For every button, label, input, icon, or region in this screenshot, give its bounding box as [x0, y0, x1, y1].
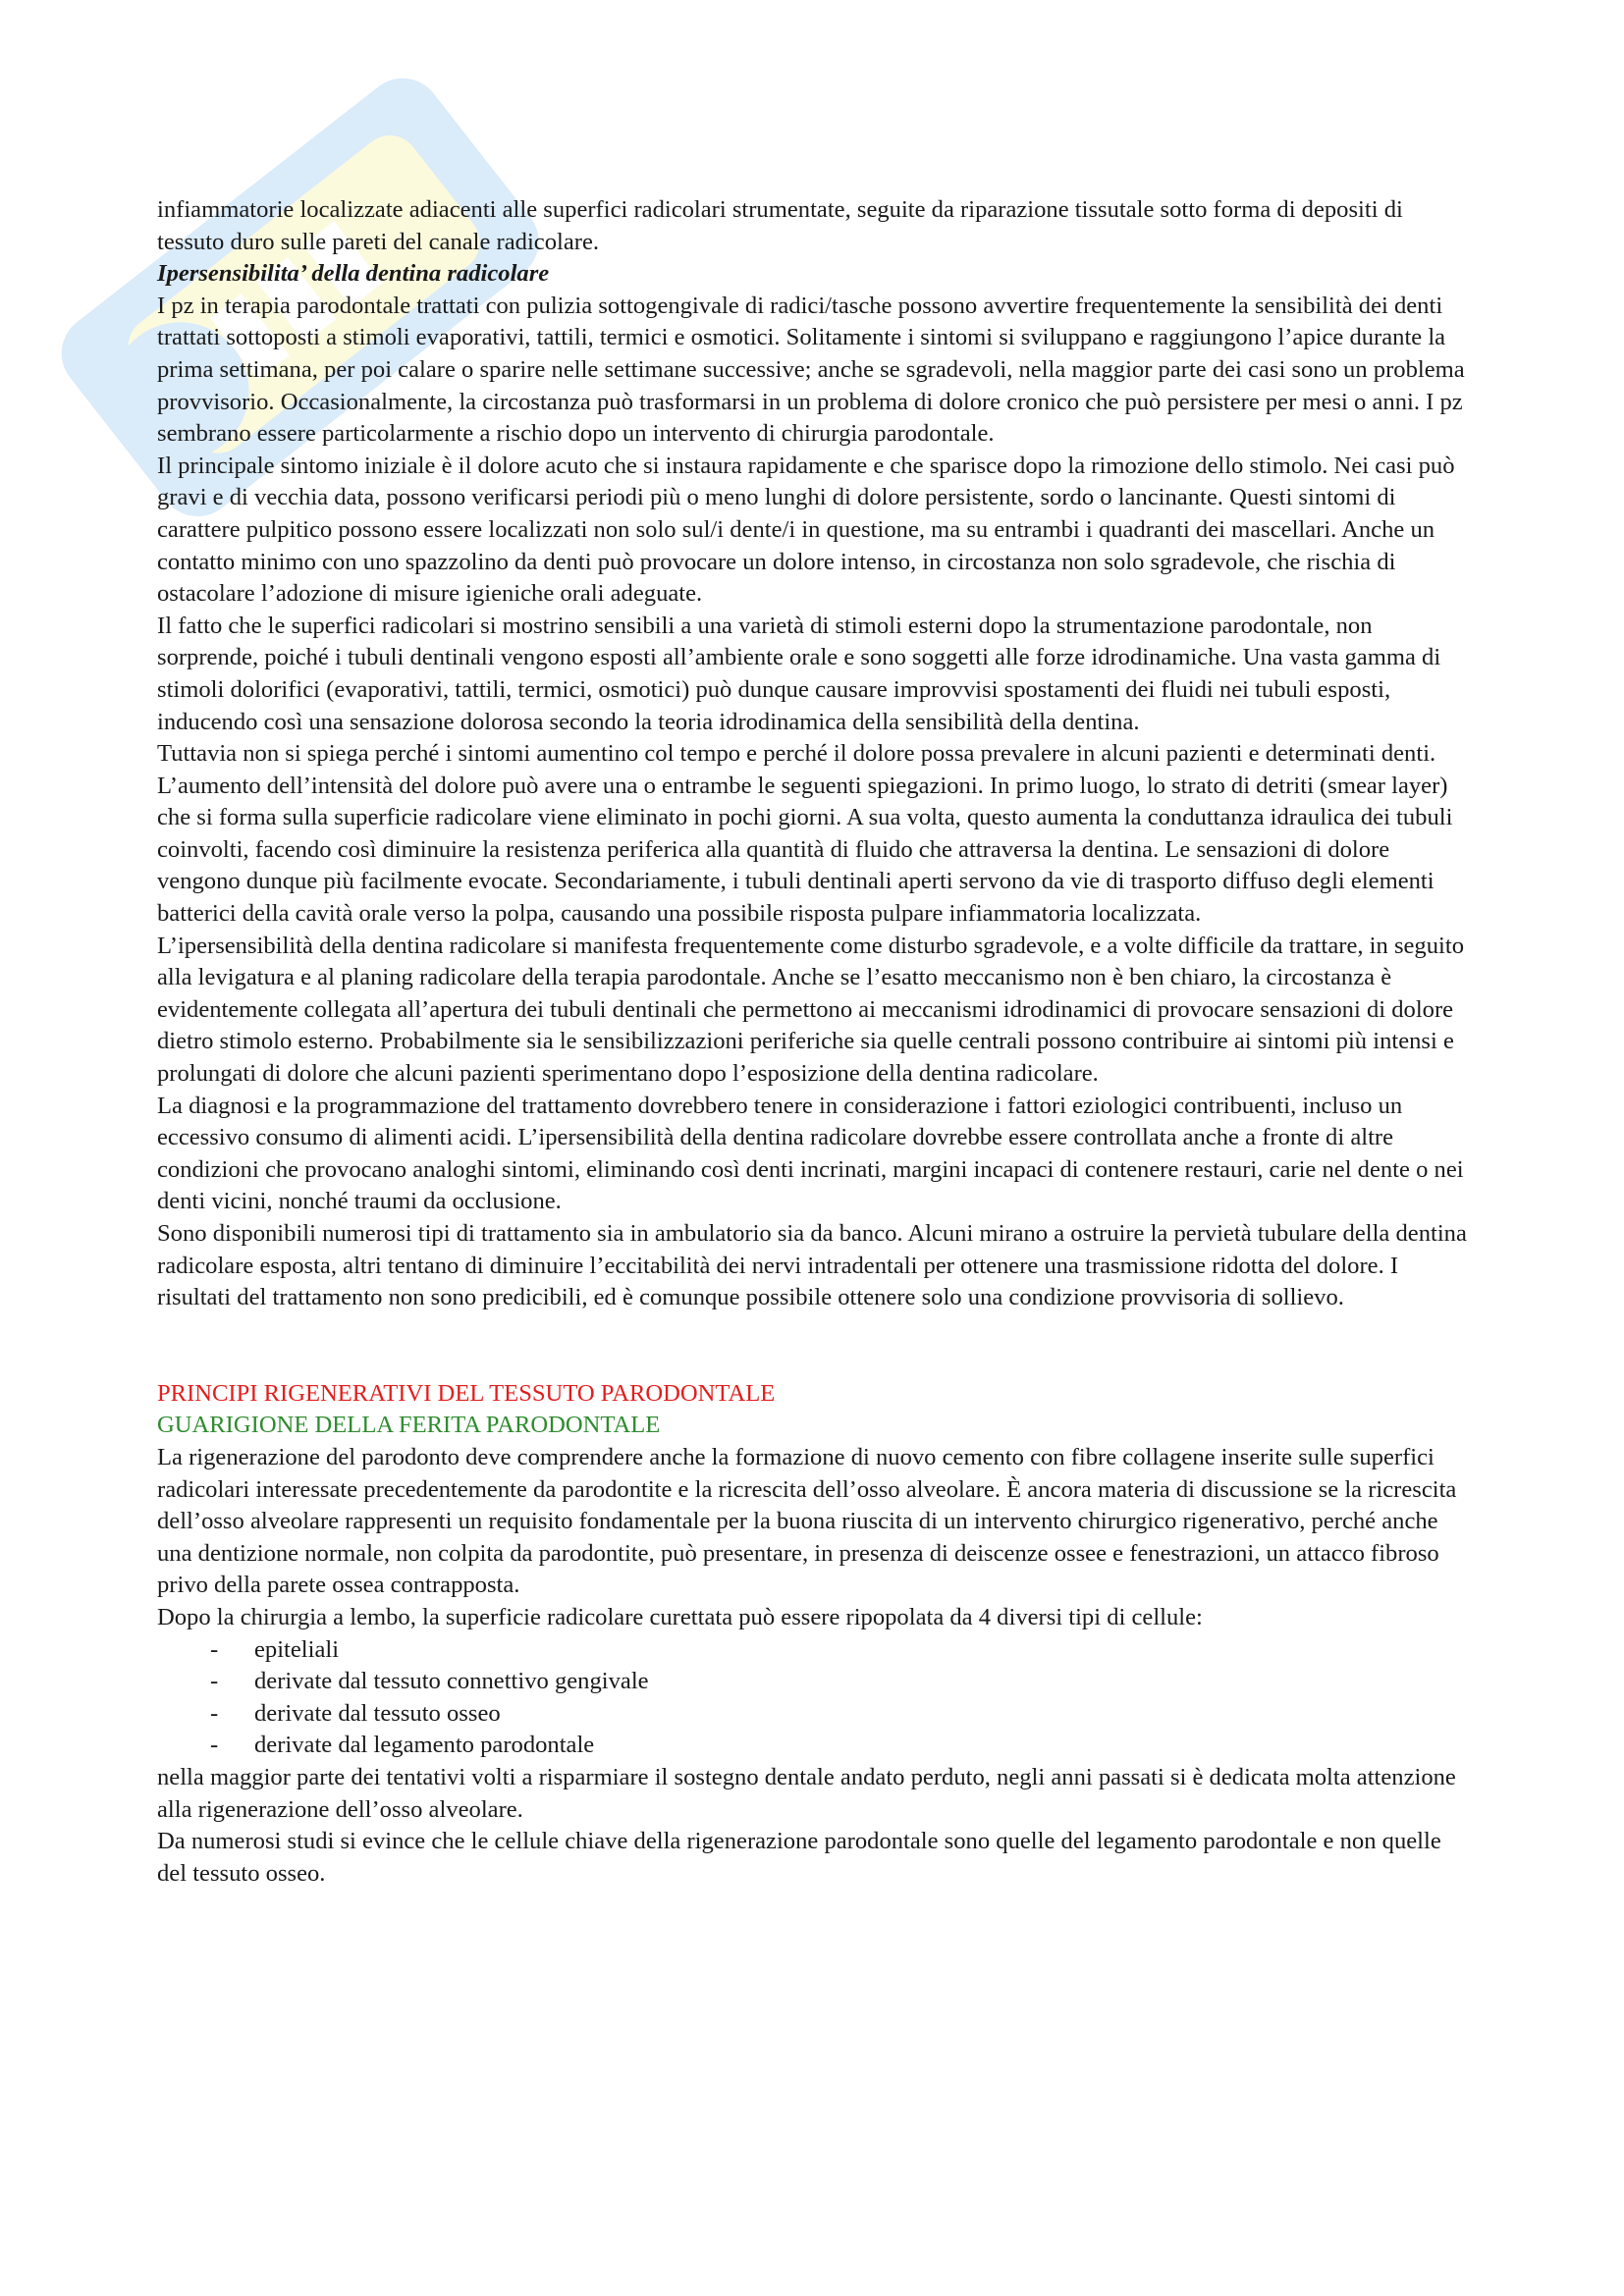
- section-title: PRINCIPI RIGENERATIVI DEL TESSUTO PARODONTALE: [157, 1379, 776, 1407]
- document-page: [157, 194, 1473, 1890]
- list-item: - derivate dal tessuto connettivo gengivale: [210, 1666, 1473, 1698]
- body-paragraph: Da numerosi studi si evince che le cellule chiave della rigenerazione parodontale sono quelle del legamento parodontale e non quelle del tessuto osseo.: [157, 1828, 1441, 1887]
- body-paragraph: Il principale sintomo iniziale è il dolore acuto che si instaura rapidamente e che sparisce dopo la rimozione dello stimolo. Nei casi può gravi e di vecchia data, possono verificarsi periodi più o meno lunghi di dolore persistente, sordo o lancinante. Questi sintomi di carattere pulpitico possono essere localizzati non solo sul/i dente/i in questione, ma su entrambi i quadranti dei mascellari. Anche un contatto minimo con uno spazzolino da denti può provocare un dolore intenso, in circostanza non solo sgradevole, che rischia di ostacolare l’adozione di misure igieniche orali adeguate.: [157, 452, 1455, 608]
- list-item: - derivate dal legamento parodontale: [210, 1730, 1473, 1762]
- body-paragraph: Il fatto che le superfici radicolari si mostrino sensibili a una varietà di stimoli esterni dopo la strumentazione parodontale, non sorprende, poiché i tubuli dentinali vengono esposti all’ambiente orale e sono soggetti alle forze idrodinamiche. Una vasta gamma di stimoli dolorifici (evaporativi, tattili, termici, osmotici) può dunque causare improvvisi spostamenti dei fluidi nei tubuli esposti, inducendo così una sensazione dolorosa secondo la teoria idrodinamica della sensibilità della dentina.: [157, 612, 1441, 735]
- body-paragraph: Dopo la chirurgia a lembo, la superficie radicolare curettata può essere ripopolata da 4 diversi tipi di cellule:: [157, 1603, 1203, 1630]
- body-paragraph: L’ipersensibilità della dentina radicolare si manifesta frequentemente come disturbo sgradevole, e a volte difficile da trattare, in seguito alla levigatura e al planing radicolare della terapia parodontale. Anche se l’esatto meccanismo non è ben chiaro, la circostanza è evidentemente collegata all’apertura dei tubuli dentinali che permettono ai meccanismi idrodinamici di provocare sensazioni di dolore dietro stimolo esterno. Probabilmente sia le sensibilizzazioni periferiche sia quelle centrali possono contribuire ai sintomi più intensi e prolungati di dolore che alcuni pazienti sperimentano dopo l’esposizione della dentina radicolare.: [157, 932, 1464, 1088]
- section-spacer: [157, 1314, 1473, 1378]
- list-item: - derivate dal tessuto osseo: [210, 1698, 1473, 1731]
- body-paragraph: I pz in terapia parodontale trattati con pulizia sottogengivale di radici/tasche possono avvertire frequentemente la sensibilità dei denti trattati sottoposti a stimoli evaporativi, tattili, termici e osmotici. Solitamente i sintomi si sviluppano e raggiungono l’apice durante la prima settimana, per poi calare o sparire nelle settimane successive; anche se sgradevoli, nella maggior parte dei casi sono un problema provvisorio. Occasionalmente, la circostanza può trasformarsi in un problema di dolore cronico che può persistere per mesi o anni. I pz sembrano essere particolarmente a rischio dopo un intervento di chirurgia parodontale.: [157, 292, 1465, 448]
- intro-continuation: infiammatorie localizzate adiacenti alle superfici radicolari strumentate, seguite da riparazione tissutale sotto forma di depositi di tessuto duro sulle pareti del canale radicolare.: [157, 196, 1403, 255]
- body-paragraph: La rigenerazione del parodonto deve comprendere anche la formazione di nuovo cemento con fibre collagene inserite sulle superfici radicolari interessate precedentemente da parodontite e la ricrescita dell’osso alveolare. È ancora materia di discussione se la ricrescita dell’osso alveolare rappresenti un requisito fondamentale per la buona riuscita di un intervento chirurgico rigenerativo, perché anche una dentizione normale, non colpita da parodontite, può presentare, in presenza di deiscenze ossee e fenestrazioni, un attacco fibroso privo della parete ossea contrapposta.: [157, 1443, 1457, 1599]
- body-paragraph: La diagnosi e la programmazione del trattamento dovrebbero tenere in considerazione i fattori eziologici contribuenti, incluso un eccessivo consumo di alimenti acidi. L’ipersensibilità della dentina radicolare dovrebbe essere controllata anche a fronte di altre condizioni che provocano analoghi sintomi, eliminando così denti incrinati, margini incapaci di contenere restauri, carie nel dente o nei denti vicini, nonché traumi da occlusione.: [157, 1092, 1464, 1215]
- section-subtitle: GUARIGIONE DELLA FERITA PARODONTALE: [157, 1412, 661, 1439]
- hypersensitivity-heading: Ipersensibilita’ della dentina radicolare: [157, 260, 550, 288]
- body-paragraph: Sono disponibili numerosi tipi di trattamento sia in ambulatorio sia da banco. Alcuni mirano a ostruire la pervietà tubulare della dentina radicolare esposta, altri tentano di diminuire l’eccitabilità dei nervi intradentali per ottenere una trasmissione ridotta del dolore. I risultati del trattamento non sono predicibili, ed è comunque possibile ottenere solo una condizione provvisoria di sollievo.: [157, 1220, 1467, 1311]
- body-paragraph: Tuttavia non si spiega perché i sintomi aumentino col tempo e perché il dolore possa prevalere in alcuni pazienti e determinati denti. L’aumento dell’intensità del dolore può avere una o entrambe le seguenti spiegazioni. In primo luogo, lo strato di detriti (smear layer) che si forma sulla superficie radicolare viene eliminato in pochi giorni. A sua volta, questo aumenta la conduttanza idraulica dei tubuli coinvolti, facendo così diminuire la resistenza periferica alla quantità di fluido che attraversa la dentina. Le sensazioni di dolore vengono dunque più facilmente evocate. Secondariamente, i tubuli dentinali aperti servono da vie di trasporto diffuso degli elementi batterici della cavità orale verso la polpa, causando una possibile risposta pulpare infiammatoria localizzata.: [157, 740, 1453, 928]
- list-item: - epiteliali: [210, 1634, 1473, 1667]
- body-paragraph: nella maggior parte dei tentativi volti a risparmiare il sostegno dentale andato perduto, negli anni passati si è dedicata molta attenzione alla rigenerazione dell’osso alveolare.: [157, 1763, 1456, 1823]
- cell-types-list: [157, 1634, 1473, 1762]
